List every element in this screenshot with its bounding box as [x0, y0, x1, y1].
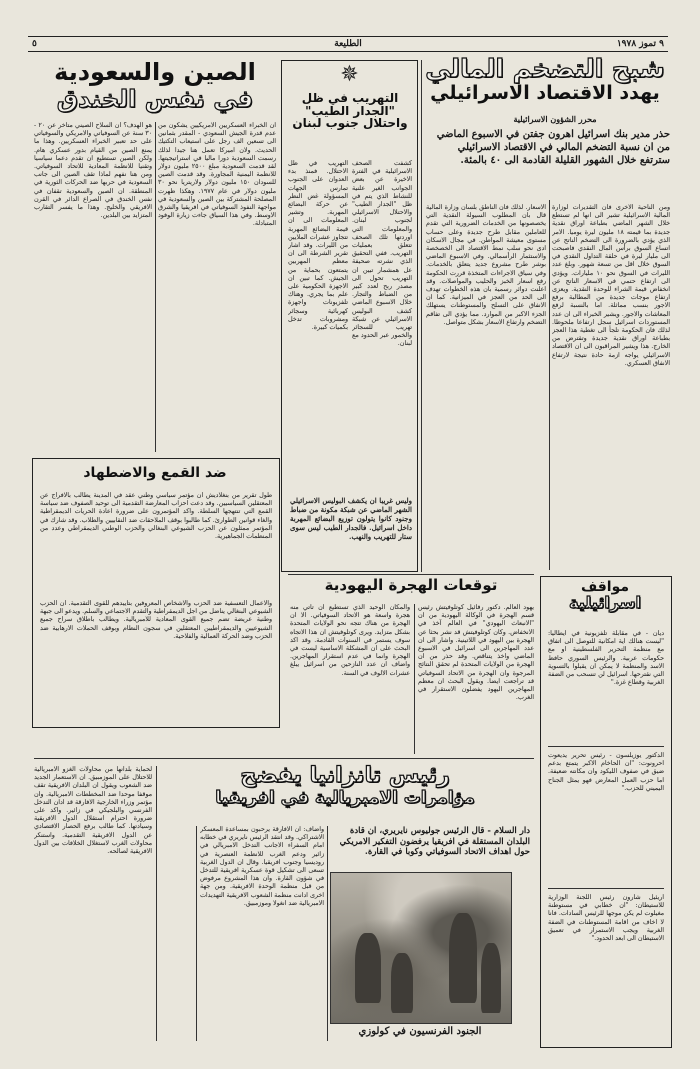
positions-item3: اريئيل شارون رئيس اللجنة الوزارية للاستيطان: "ان خطابي في مستوطنة مغيلوت لم يكن موجها للرئيس السادات. فانا لا اخاف من اقامة المستوطنات في الضفة الغربية ويجب الاستمرار في تعميق الاستيطان الى ابعد الحدود." [548, 894, 664, 943]
china-headline-line1: الصين والسعودية [54, 58, 256, 86]
lebanon-headline-line3: واحتلال جنوب لبنان [292, 116, 408, 131]
column-rule [414, 604, 415, 754]
tanzania-body-col1: واضاف: ان الافارقة يرحبون بمساعدة المعسكر الاشتراكي. وقد انتقد الرئيس نايريري في خطابه امام السفراء الاجانب التدخل الامبريالي في زائير ودعم الغرب للانظمة العنصرية في روديسيا وجنوب افريقيا. وقال ان الدول الغربية تسعى الى تشكيل قوة عسكرية افريقية للتدخل في شؤون القارة. وان هذا المشروع مرفوض من قبل منظمة الوحدة الافريقية. ومن جهة اخرى ادانت منظمة الشعوب الافريقية التهديدات الامبريالية ضد انغولا وموزمبيق. [200, 826, 324, 907]
lebanon-body-col2: التهريب في ظل الاحتلال. فمنذ بدء العدوان على الجنوب تمارس الجهات المسؤولة غض النظر عن حركة البضائع المهربة. وتشير المعلومات الى ان قيمة البضائع المهربة تتجاوز عشرات الملايين من الليرات. وقد اشار تقرير الشرطة الى ان معظم المهربين يتمتعون بحماية من الجيش. كما تبين ان الاجهزة الحكومية على علم بما يجري. وهناك تلفزيونات واجهزة كهربائية وسجائر ومشروبات تدخل بكميات كبيرة. [288, 160, 348, 332]
soldiers-photo [330, 872, 512, 1024]
column-rule [156, 766, 157, 1041]
column-rule [155, 122, 156, 452]
inflation-headline-line2: يهدد الاقتصاد الاسرائيلي [430, 82, 660, 105]
tanzania-lead: دار السلام - قال الرئيس جوليوس نايريري، ان قادة البلدان المستقلة في افريقيا يرفضون التفكير الامريكي حول اهداف الاتحاد السوفياتي وكوبا في القارة. [339, 826, 530, 857]
lebanon-closing: وليس غريبا ان يكشف البوليس الاسرائيلي الشهر الماضي عن شبكة مكونة من ضباط وجنود كانوا يتولون توزيع البضائع المهربة داخل اسرائيل. فالجدار الطيب ليس سوى ستار للتهريب والنهب. [290, 496, 412, 541]
issue-date: ٩ تموز ١٩٧٨ [616, 39, 664, 49]
positions-divider-1 [548, 746, 664, 747]
positions-headline [544, 580, 666, 611]
inflation-body-col2: الاسعار. لذلك فان الناطق بلسان وزارة المالية قال بان المطلوب السيولة النقدية التي يخصصونها من الخدمات الضرورية التي تقدم للعاملين مقابل طرح جديدة وعلى حساب مستوى معيشة المواطن. في مجال الاسكان ادى نحو سلب نمط الاقتصاد الى الخصخصة والاستثمار الرأسمالي. وفي الاسبوع الماضي بوشر طرح مشروع جديد يتعلق بالخدمات. وفي سياق الاجراءات المتخذة قررت الحكومة رفع اسعار الخبز والحليب والمواصلات. وقد اعلنت دوائر رسمية بان هذه الخطوات تهدف الى الحد من العجز في الميزانية. كما ان الانفاق على التسلح والمستوطنات يستهلك الجزء الاكبر من الموارد. مما يؤدي الى تفاقم التضخم وارتفاع الاسعار بشكل متواصل. [426, 204, 546, 326]
jewish-headline: توقعات الهجرة اليهودية [324, 576, 498, 594]
lebanon-headline-line1: التهريب في ظل [301, 91, 399, 105]
tanzania-headline [160, 764, 530, 808]
lebanon-headline-line2: "الجدار الطيب" [305, 103, 395, 118]
page-header [28, 36, 668, 52]
positions-divider-2 [548, 888, 664, 889]
inflation-byline: محرر الشؤون الاسرائيلية [513, 114, 597, 124]
repression-body: طول تقرير من بنغلاديش ان مؤتمر سياسي وطني عقد في المدينة يطالب بالافراج عن المعتقلين السياسيين. وقد دعت احزاب المعارضة التقدمية الى توحيد الصفوف ضد سياسة القمع التي تنتهجها السلطة. واكد المؤتمرون على ضرورة اعادة الحريات الديمقراطية والغاء قوانين الطوارئ. كما طالبوا بوقف الملاحقات ضد النقابيين والطلاب. وقد شارك في المؤتمر ممثلون عن الحزب الشيوعي البنغالي والحزب الوطني الديمقراطي وعدد من المنظمات الجماهيرية. [40, 492, 272, 541]
inflation-headline [420, 56, 670, 104]
star-ornament-icon: ✵ [340, 62, 359, 87]
section-rule [288, 574, 534, 575]
inflation-lead: حذر مدير بنك اسرائيل اهرون جفتن في الاسبوع الماضي من ان نسبة التضخم المالي في الاقتصاد الاسرائيلي سترتفع خلال الشهور القليلة القادمة الى ٤٠ بالمئة. [436, 129, 670, 166]
section-rule [34, 758, 534, 759]
china-body-col2: هو الهدف؟ ان السلاح الصيني متاخر عن ٢٠ - ٣٠ سنة عن السوفياتي والامريكي والسوفياتي على حد تعبير الخبراء العسكريين. وهذا ما يمنع الصين من القيام بدور عسكري هام. ولكن الصين تستطيع ان تقدم دعما سياسيا وتقنيا للانظمة المعادية للاتحاد السوفياتي. ومن هنا نفهم لماذا تقف الصين الى جانب السعودية في حربها ضد الحركات الثورية في المنطقة. ان الصين والسعودية تقفان في نفس الخندق في الصراع الدائر في القرن الافريقي والخليج. وهذا ما يفسر التقارب المتزايد بين البلدين. [34, 122, 152, 220]
column-rule [421, 60, 422, 572]
china-headline-line2: في نفس الخندق [56, 85, 254, 114]
lebanon-body-col1: كشفت الصحف الاسرائيلية في الفترة الاخيرة عن بعض الجوانب الغير علنية للنشاط الذي يتم في ظل "الجدار الطيب" والاحتلال الاسرائيلي لجنوب لبنان. والمعلومات التي اوردتها تلك الصحف تتعلق بعمليات التهريب. ففي التحقيق الذي نشرته صحيفة عل همشمار تبين ان التهريب تحول الى مصدر ربح لعدد كبير من الضباط والتجار. خلال الاسبوع الماضي كشف البوليس الاسرائيلي عن شبكة تهريب للسجائر والخمور عبر الحدود مع لبنان. [352, 160, 412, 348]
page-number: ٥ [32, 39, 37, 49]
inflation-headline-line1: شبح التضخم المالي [425, 54, 665, 83]
positions-item2: الدكتور يوزيلسون - رئيس تحرير يديعوت احرونوت: "ان الحاخام الاكبر يتمتع بدعم ضيق في صفوف الليكود وان مكانته ضعيفة. اما حزب العمل المعارض فهو يمثل الجناح اليميني للحزب." [548, 752, 664, 792]
column-rule [327, 826, 328, 1041]
lebanon-headline [288, 92, 412, 130]
positions-headline-line1: مواقف [580, 579, 630, 595]
column-rule [549, 200, 550, 570]
china-headline [34, 60, 276, 112]
repression-headline: ضد القمع والاضطهاد [83, 465, 227, 481]
tanzania-body-col2: لحماية بلدانها من محاولات الغزو الامبريالية للاحتلال على الموزمبيق. ان الاستعمار الجديد ضد الشعوب ويقول ان البلدان الافريقية تقف موقفا موحدا ضد المخططات الامبريالية. وان مؤتمر وزراء الخارجية الافارقة قد ادان التدخل الفرنسي والبلجيكي في زائير. واكد على ضرورة احترام استقلال الدول الافريقية وسيادتها. كما طالب برفع الحصار الاقتصادي عن الدول الافريقية التقدمية. واستنكر محاولات الغرب لاستغلال الخلافات بين الدول الافريقية لصالحه. [34, 766, 152, 856]
tanzania-headline-line2: مؤامرات الامبريالية في افريقيا [215, 788, 475, 809]
repression-body2: والاعمال التعسفية ضد الحزب والاشخاص المعروفين بتأييدهم للقوى التقدمية. ان الحزب الشيوعي البنغالي يناضل من اجل الديمقراطية والتقدم الاجتماعي والسلم. ويدعو الى جبهة وطنية عريضة تضم جميع القوى المعادية للامبريالية. ويطالب باطلاق سراح جميع الشيوعيين والديمقراطيين المعتقلين في سجون النظام وبوقف الحملات الارهابية ضد الحزب وضد الحركة العمالية والفلاحية. [40, 600, 272, 640]
positions-item1: ديان - في مقابلة تلفزيونية في ايطاليا: "ليست هنالك اية امكانية للتوصل الى اتفاق مع منظمة التحرير الفلسطينية او مع حكومات عربية. والرئيس السوري حافظ الاسد والمنظمة لا يمكن ان يقبلوا بالتسوية التي نقترحها. اسرائيل لن تنسحب من الضفة الغربية وقطاع غزة." [548, 630, 664, 687]
jewish-body-col1: يهود العالم. دكتور رفائيل كوتلوفيتش رئيس قسم الهجرة في الوكالة اليهودية من ان "الانبعاث اليهودي" في العالم آخذ في الانخفاض. وكان كوتلوفيتش قد نشر بحثا عن الهجرة بين اليهود في اللاتينية. واشار الى ان عدد المهاجرين الى اسرائيل في الاسبوع الماضي واخذ يتناقص. وقد حذر من ان الهجرة من الولايات المتحدة لم تحقق النتائج المرجوة وان الهجرة من الاتحاد السوفياتي قد تراجعت ايضا. ويقول البحث ان معظم المهاجرين اليهود يفضلون الاستقرار في الغرب. [418, 604, 534, 702]
positions-headline-line2: اسرائيلية [569, 592, 641, 612]
column-rule [196, 826, 197, 1041]
photo-caption: الجنود الفرنسيون في كولوزي [358, 1026, 482, 1037]
jewish-body-col2: والمكان الوحيد الذي تستطيع ان تأتي منه هجرة واسعة هو الاتحاد السوفياتي. الا ان الهجرة من هناك تتجه نحو الولايات المتحدة بشكل متزايد. ويرى كوتلوفيتش ان هذا الاتجاه سوف يستمر في السنوات القادمة. وقد اكد البحث على ان المشكلة الاساسية ليست في الهجرة وانما في عدم استقرار المهاجرين. واضاف ان عدد النازحين من اسرائيل يبلغ عشرات الالوف في السنة. [290, 604, 410, 677]
tanzania-headline-line1: رئيس تانزانيا يفضح [240, 763, 450, 788]
publication-name: الطليعة [334, 39, 362, 49]
china-body-col1: ان الخبراء العسكريين الامريكيين يشكون من عدم قدرة الجيش السعودي - المقدر بثمانين الى تسعين الف رجل على استيعاب التكتيك الحديث. ولان اميركا تعمل هنا جيدا لذلك رسمت السعودية دورا ماليا في استراتيجيتها. لقد قدمت السعودية مبلغ ٢٥٠٠ مليون دولار للانظمة اليمنية المجاورة. وقد قدمت الصين للسودان ١٥٠ مليون دولار ولاريتريا نحو ٣٠ مليون دولار في عام ١٩٧٧. وهكذا ظهرت المصلحة المشتركة بين الصين والسعودية في مواجهة النفوذ السوفياتي في افريقيا والشرق الاوسط. وفي هذا السياق جاءت زيارة الوفود المتبادلة. [158, 122, 276, 228]
inflation-body-col1: ومن الناحية الاخرى فان التقديرات لوزارة المالية الاسرائيلية تشير الى انها لم تستطع خلال الشهر الماضي بطباعة اوراق نقدية جديدة بما قيمته ١٨ مليون ليرة يوميا. الامر الذي يؤدي بالضرورة الى التضخم الناتج عن اتساع السوق برأس المال النقدي فاصبحت الى مليار ليرة في حلقة التداول النقدي في السوق خلال اقل من تسعة شهور. وبلغ عدد الليرات في السوق نحو ١٠ مليارات. ويؤدي الى ارتفاع حتمي في الاسعار الناتج عن انخفاض قيمة الشراء للوحدة النقدية. ويعزى ارتفاع موجات جديدة من المطالبة برفع الاجور بنسب مماثلة. اما بالنسبة لرفع المعاشات والاجور. ويشير الخبراء الى ان عدد المستوردات اسرائيل سجل ارتفاعا ملحوظا. لذلك فان الحكومة تلجأ الى تغطية هذا العجز بطباعة اوراق نقدية جديدة وتقترض من الخارج. هذا ويشير المراقبون الى ان الاقتصاد الاسرائيلي يواجه ازمة حادة نتيجة لارتفاع الانفاق العسكري. [552, 204, 670, 367]
